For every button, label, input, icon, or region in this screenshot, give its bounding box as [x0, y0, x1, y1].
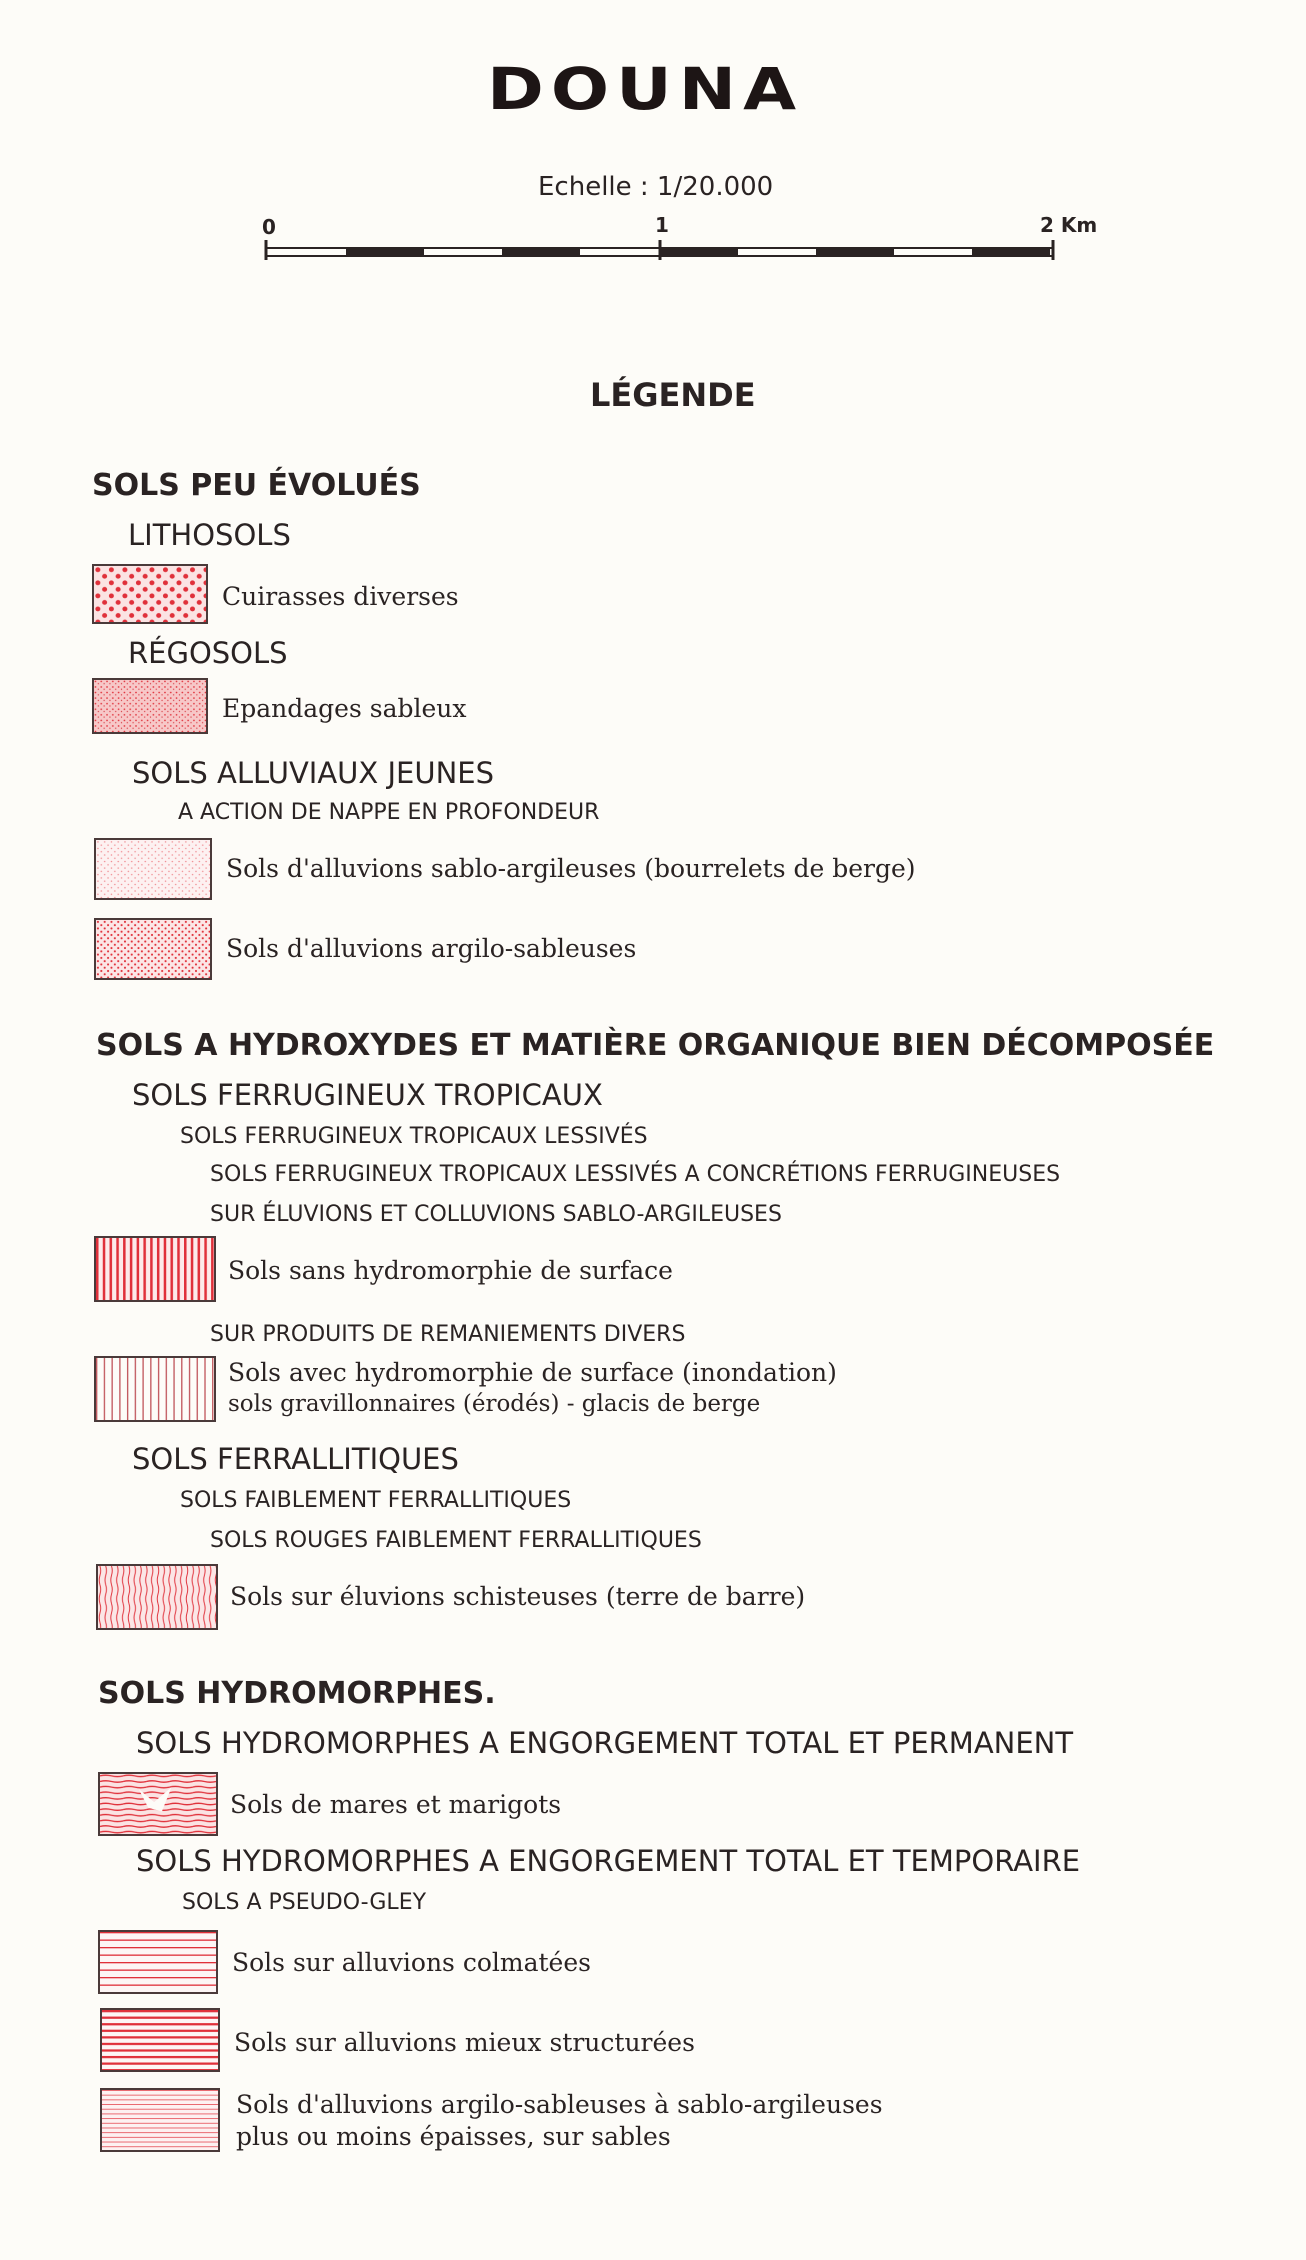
legend-item-sablo-argileuses: Sols d'alluvions sablo-argileuses (bourrelets de berge): [226, 854, 916, 883]
legend-item-avec-hydromorphie: Sols avec hydromorphie de surface (inondation): [228, 1358, 837, 1387]
subclass-faiblement: SOLS FAIBLEMENT FERRALLITIQUES: [180, 1488, 572, 1513]
class-lithosols: LITHOSOLS: [128, 518, 291, 552]
class-regosols: RÉGOSOLS: [128, 636, 288, 670]
swatch-schisteuses: [96, 1564, 218, 1630]
scale-tick-2: 2 Km: [1040, 213, 1098, 237]
scale-tick-1: 1: [655, 213, 669, 237]
group-title-hydroxydes: SOLS A HYDROXYDES ET MATIÈRE ORGANIQUE BIEN DÉCOMPOSÉE: [96, 1028, 1215, 1063]
subclass-nappe: A ACTION DE NAPPE EN PROFONDEUR: [178, 800, 600, 825]
group-title-hydromorphes: SOLS HYDROMORPHES.: [98, 1676, 496, 1711]
group-title-sols-peu-evolues: SOLS PEU ÉVOLUÉS: [92, 468, 421, 503]
swatch-epaisses: [100, 2088, 220, 2152]
scale-tick-0: 0: [262, 215, 276, 239]
scale-label: Echelle : 1/20.000: [538, 172, 774, 202]
subclass-pseudo-gley: SOLS A PSEUDO-GLEY: [182, 1890, 427, 1915]
legend-item-schisteuses: Sols sur éluvions schisteuses (terre de barre): [230, 1582, 806, 1611]
class-permanent: SOLS HYDROMORPHES A ENGORGEMENT TOTAL ET PERMANENT: [136, 1726, 1074, 1760]
swatch-colmatees: [98, 1930, 218, 1994]
scale-bar: [264, 238, 1064, 262]
swatch-sablo-argileuses: [94, 838, 212, 900]
legend-item-sans-hydromorphie: Sols sans hydromorphie de surface: [228, 1256, 673, 1285]
subclass-lessives: SOLS FERRUGINEUX TROPICAUX LESSIVÉS: [180, 1124, 648, 1149]
class-ferrallitiques: SOLS FERRALLITIQUES: [132, 1442, 459, 1476]
legend-item-structurees: Sols sur alluvions mieux structurées: [234, 2028, 695, 2057]
swatch-argilo-sableuses: [94, 918, 212, 980]
legend-item-epaisses-2: plus ou moins épaisses, sur sables: [236, 2122, 671, 2151]
group-rouges: SOLS ROUGES FAIBLEMENT FERRALLITIQUES: [210, 1528, 702, 1553]
legend-item-epandages: Epandages sableux: [222, 694, 467, 723]
class-alluviaux-jeunes: SOLS ALLUVIAUX JEUNES: [132, 756, 495, 790]
legend-item-argilo-sableuses: Sols d'alluvions argilo-sableuses: [226, 934, 637, 963]
class-temporaire: SOLS HYDROMORPHES A ENGORGEMENT TOTAL ET TEMPORAIRE: [136, 1844, 1081, 1878]
map-title: DOUNA: [487, 55, 804, 123]
swatch-epandages: [92, 678, 208, 734]
legend-item-colmatees: Sols sur alluvions colmatées: [232, 1948, 591, 1977]
legend-item-epaisses-1: Sols d'alluvions argilo-sableuses à sablo-argileuses: [236, 2090, 883, 2119]
swatch-sans-hydromorphie: [94, 1236, 216, 1302]
group-concretions: SOLS FERRUGINEUX TROPICAUX LESSIVÉS A CONCRÉTIONS FERRUGINEUSES: [210, 1162, 1061, 1187]
legend-title: LÉGENDE: [590, 376, 756, 414]
class-ferrugineux: SOLS FERRUGINEUX TROPICAUX: [132, 1078, 603, 1112]
family-produits: SUR PRODUITS DE REMANIEMENTS DIVERS: [210, 1322, 686, 1347]
swatch-avec-hydromorphie: [94, 1356, 216, 1422]
legend-item-gravillonnaires: sols gravillonnaires (érodés) - glacis de berge: [228, 1391, 761, 1417]
swatch-structurees: [100, 2008, 220, 2072]
legend-item-mares: Sols de mares et marigots: [230, 1790, 562, 1819]
legend-item-cuirasses: Cuirasses diverses: [222, 582, 459, 611]
swatch-cuirasses: [92, 564, 208, 624]
swatch-mares: [98, 1772, 218, 1836]
family-eluvions: SUR ÉLUVIONS ET COLLUVIONS SABLO-ARGILEUSES: [210, 1202, 782, 1227]
